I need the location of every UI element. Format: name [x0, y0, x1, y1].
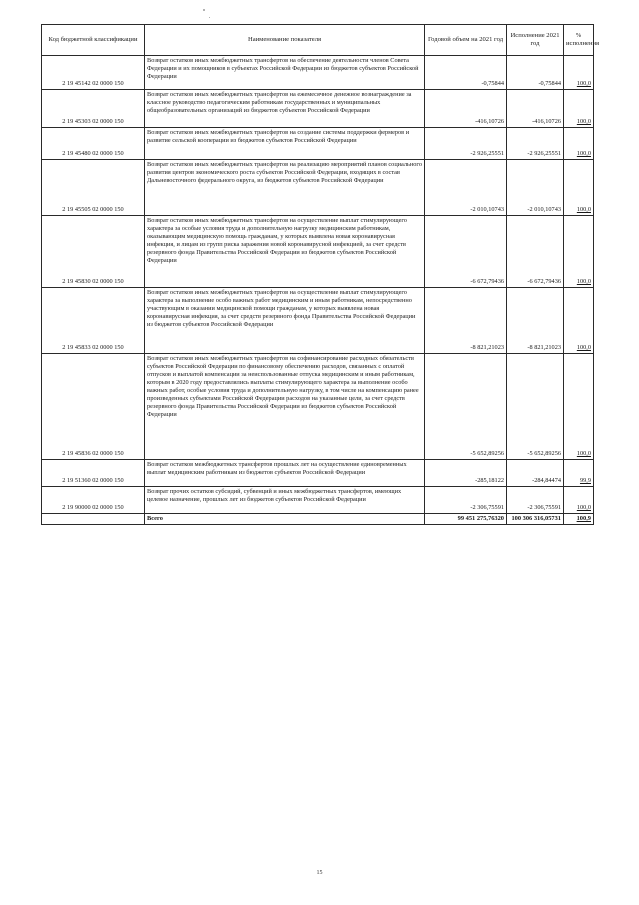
row-code: 2 19 45142 02 0000 150 — [42, 56, 145, 90]
row-pct: 100,0 — [564, 487, 594, 514]
budget-execution-table — [41, 24, 600, 525]
row-name: Возврат остатков иных межбюджетных трансфертов на осуществление выплат стимулирующего характера за выполнение особо важных работ медицинским и иным работникам, непосредственно участвующим в оказании медицинской помощи гражданам, у которых выявлена новая коронавирусная инфекция, за счет средств резервного фонда Правительства Российской Федерации из бюджетов субъектов Российской Федерации — [145, 288, 425, 354]
row-code: 2 19 45830 02 0000 150 — [42, 216, 145, 288]
row-plan: -8 821,21023 — [425, 288, 507, 354]
table-total-row — [42, 514, 594, 525]
row-plan: -2 926,25551 — [425, 128, 507, 160]
table-row — [42, 487, 594, 514]
total-label: Всего — [145, 514, 425, 525]
row-name: Возврат остатков иных межбюджетных трансфертов на реализацию мероприятий планов социального развития центров экономического роста субъектов Российской Федерации, входящих в состав Дальневосточного федерального округа, из бюджетов субъектов Российской Федерации — [145, 160, 425, 216]
row-name: Возврат остатков иных межбюджетных трансфертов на обеспечение деятельности членов Совета Федерации и их помощников в субъектах Российской Федерации из бюджетов субъектов Российской Федерации — [145, 56, 425, 90]
header-code: Код бюджетной классификации — [42, 25, 145, 56]
row-exec: -5 652,89256 — [507, 354, 564, 460]
total-plan: 99 451 275,76320 — [425, 514, 507, 525]
row-code: 2 19 45833 02 0000 150 — [42, 288, 145, 354]
scan-speck — [209, 17, 210, 18]
row-pct: 100,0 — [564, 56, 594, 90]
table-row — [42, 160, 594, 216]
row-exec: -2 926,25551 — [507, 128, 564, 160]
row-exec: -8 821,21023 — [507, 288, 564, 354]
table-row — [42, 128, 594, 160]
total-pct: 100,9 — [564, 514, 594, 525]
row-exec: -2 010,10743 — [507, 160, 564, 216]
header-name: Наименование показателя — [145, 25, 425, 56]
row-exec: -416,10726 — [507, 90, 564, 128]
header-pct: % исполнения — [564, 25, 594, 56]
row-name: Возврат остатков иных межбюджетных трансфертов на ежемесячное денежное вознаграждение за классное руководство педагогическим работникам государственных и муниципальных общеобразовательных организаций из бюджетов субъектов Российской Федерации — [145, 90, 425, 128]
row-pct: 100,0 — [564, 354, 594, 460]
row-code: 2 19 45836 02 0000 150 — [42, 354, 145, 460]
row-exec: -2 306,75591 — [507, 487, 564, 514]
row-name: Возврат остатков иных межбюджетных трансфертов на осуществление выплат стимулирующего характера за особые условия труда и дополнительную нагрузку медицинским работникам, оказывающим медицинскую помощь гражданам, у которых выявлена новая коронавирусная инфекция, и лицам из групп риска заражения новой коронавирусной инфекцией, за счет средств резервного фонда Правительства Российской Федерации из бюджетов субъектов Российской Федерации — [145, 216, 425, 288]
scan-speck — [203, 9, 205, 11]
row-plan: -285,18122 — [425, 460, 507, 487]
row-exec: -284,84474 — [507, 460, 564, 487]
row-code: 2 19 45303 02 0000 150 — [42, 90, 145, 128]
row-code: 2 19 51360 02 0000 150 — [42, 460, 145, 487]
row-code: 2 19 90000 02 0000 150 — [42, 487, 145, 514]
table-row — [42, 56, 594, 90]
header-plan: Годовой объем на 2021 год — [425, 25, 507, 56]
row-plan: -2 306,75591 — [425, 487, 507, 514]
row-pct: 100,0 — [564, 160, 594, 216]
row-plan: -5 652,89256 — [425, 354, 507, 460]
row-pct: 100,0 — [564, 128, 594, 160]
header-exec: Исполнение 2021 год — [507, 25, 564, 56]
total-exec: 100 306 316,05731 — [507, 514, 564, 525]
row-plan: -2 010,10743 — [425, 160, 507, 216]
row-exec: -0,75844 — [507, 56, 564, 90]
row-plan: -416,10726 — [425, 90, 507, 128]
row-name: Возврат остатков иных межбюджетных трансфертов на софинансирование расходных обязательств субъектов Российской Федерации по финансовому обеспечению расходов, связанных с оплатой отпусков и выплатой компенсации за неиспользованные отпуска медицинским и иным работникам, которым в 2020 году предоставлялись выплаты стимулирующего характера за выполнение особо важных работ, особые условия труда и дополнительную нагрузку, в том числе на компенсацию ранее произведенных субъектами Российской Федерации расходов на указанные цели, за счет средств резервного фонда Правительства Российской Федерации из бюджетов субъектов Российской Федерации — [145, 354, 425, 460]
table-row — [42, 354, 594, 460]
row-pct: 100,0 — [564, 90, 594, 128]
table-row — [42, 216, 594, 288]
total-code — [42, 514, 145, 525]
row-name: Возврат остатков межбюджетных трансфертов прошлых лет на осуществление единовременных выплат медицинским работникам из бюджетов субъектов Российской Федерации — [145, 460, 425, 487]
row-plan: -0,75844 — [425, 56, 507, 90]
row-code: 2 19 45505 02 0000 150 — [42, 160, 145, 216]
table-row — [42, 460, 594, 487]
page-number: 15 — [316, 870, 323, 876]
table-row — [42, 90, 594, 128]
row-pct: 99,9 — [564, 460, 594, 487]
row-pct: 100,0 — [564, 288, 594, 354]
row-code: 2 19 45480 02 0000 150 — [42, 128, 145, 160]
table-header-row — [42, 25, 594, 56]
row-name: Возврат остатков иных межбюджетных трансфертов на создание системы поддержки фермеров и развитие сельской кооперации из бюджетов субъектов Российской Федерации — [145, 128, 425, 160]
row-name: Возврат прочих остатков субсидий, субвенций и иных межбюджетных трансфертов, имеющих целевое назначение, прошлых лет из бюджетов субъектов Российской Федерации — [145, 487, 425, 514]
table-row — [42, 288, 594, 354]
row-plan: -6 672,79436 — [425, 216, 507, 288]
row-exec: -6 672,79436 — [507, 216, 564, 288]
row-pct: 100,0 — [564, 216, 594, 288]
